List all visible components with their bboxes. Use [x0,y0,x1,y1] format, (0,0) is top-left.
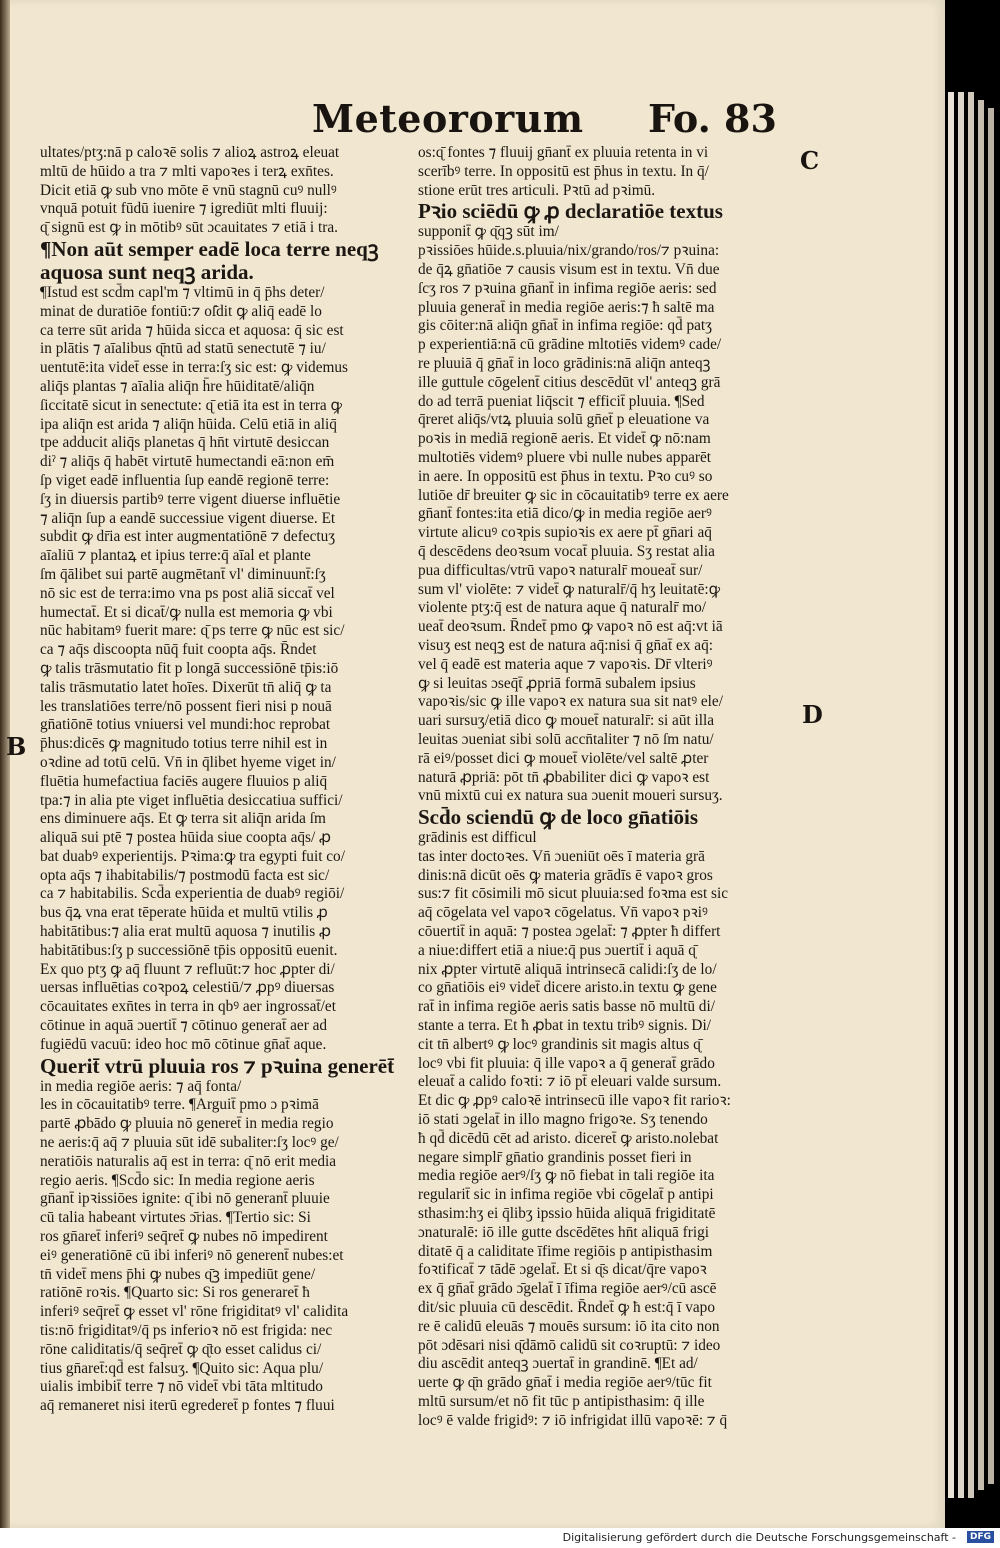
text-line: gn̄ant̄ fontes:ita etiā dico/ꝙ in media regiōe aerꝰ [418,505,712,523]
text-line: humectat̄. Et si dicat̄/ꝙ nulla est memoria ꝙ vbi [40,603,333,621]
text-line: ɔnaturalē: iō ille gutte dscēdētes hn̄t aliquā frigi [418,1223,709,1241]
text-line: nix ꝓpter virtutē aliquā intrinsecā calidi:ſʒ de lo/ [418,960,717,978]
text-line: Scd̄o sciendū ꝙ de loco gn̄atiōis [418,805,699,830]
text-line: ɋ̄ signū est ꝙ in mōtibꝰ sūt ɔcauitates ⁊ etiā i tra. [40,219,338,237]
text-line: aliquā sui ptē ⁊ postea hūida siue coopta aq̄s/ ꝓ [40,829,331,847]
text-line: bus q̄ꝝ vna erat tēperate hūida et multū vtilis ꝓ [40,904,328,922]
text-line: aq̄ remaneret nisi iterū egrederet̄ p fontes ⁊ fluui [40,1397,335,1415]
text-line: tis:nō frigiditatꝰ/q̄ ps inferioꝛ nō est frigida: nec [40,1322,333,1340]
text-line: Ex quo ptʒ ꝙ aq̄ fluunt ⁊ refluūt:⁊ hoc ꝓpter di/ [40,960,335,978]
text-line: cū talia habeant virtutes ɔ̄rias. ¶Tertio sic: Si [40,1209,311,1227]
text-line: tn̄ videt̄ mens p̄hi ꝙ nubes ɋ̄ꝫ impediūt gene/ [40,1265,316,1283]
text-line: gn̄ant̄ ipꝛissiōes ignite: ɋ̄ ibi nō generant̄ pluuie [40,1190,330,1208]
text-line: uersas influētias coꝛpoꝝ celestiū/⁊ ꝓpꝰ diuersas [40,979,335,997]
dfg-logo: DFG [967,1531,994,1543]
page-stack-edge [958,92,964,1498]
text-line: eiꝰ generatiōnē cū ibi inferiꝰ nō generent̄ nubes:et [40,1246,344,1264]
text-line: sum vl' violēte: ⁊ videt̄ ꝙ naturalr̄/q̄ hʒ leuitatē:ꝙ [418,580,721,598]
text-line: aīaliū ⁊ plantaꝝ et ipius terre:q̄ aīal et plante [40,547,311,565]
text-line: ¶Istud est scd̄m capl'm ⁊ vltimū in q̄ p̄hs deter/ [40,283,325,301]
text-line: Pꝛio sciēdū ꝙ ꝓ declaratiōe textus [418,199,723,224]
text-line: habitātibus:ſʒ p successiōnē tp̄is oppositū euenit. [40,941,338,959]
text-line: vapoꝛis/sic ꝙ ille vapoꝛ ex natura sua sit natꝰ ele/ [418,693,723,711]
text-line: q̄reret aliq̄s/vtꝝ pluuia solū gn̄et̄ p eleuatione va [418,411,710,429]
text-line: virtute alicuꝰ coꝛpis supioꝛis ex aere pt̄ gn̄ari aq̄ [418,524,712,542]
text-line: nō sic est de terra:imo vna ps post aliā siccat̄ vel [40,584,335,602]
text-line: vel q̄ eadē est materia aque ⁊ vapoꝛis. Dr̄ vlteriꝰ [418,655,713,673]
text-line: gis cōiter:nā aliq̄n gn̄at̄ in infima regiōe: qd̄ patʒ [418,317,712,335]
text-line: nūc habitamꝰ fuerit mare: ɋ̄ ps terre ꝙ nūc est sic/ [40,622,345,640]
page-stack-edge [968,92,974,1498]
text-line: les in cōcauitatibꝰ terre. ¶Arguit̄ pmo ɔ pꝛimā [40,1096,319,1114]
text-line: ca terre sūt arida ⁊ hūida sicca et aquosa: q̄ sic est [40,321,344,339]
text-line: ros gn̄aret̄ inferiꝰ seq̄ret̄ ꝙ nubes nō impedirent [40,1228,328,1246]
text-line: opta aq̄s ⁊ ihabitabilis/⁊ postmodū facta est sic/ [40,866,330,884]
text-line: ca ⁊ habitabilis. Scd̄a experientia de duabꝰ regiōi/ [40,885,345,903]
text-line: rat̄ in infima regiōe aeris satis basse nō multū di/ [418,998,715,1016]
text-line: ca ⁊ aq̄s discoopta nūq̄ fuit coopta aq̄s. R̄ndet [40,641,317,659]
text-line: minat de duratiōe fontiū:⁊ oſ̄dit ꝙ aliq̄ eadē lo [40,302,322,320]
text-line: pluuia generat̄ in media regiōe aeris:⁊ ħ saltē ma [418,298,715,316]
page-stack-edge [988,108,994,1484]
text-line: cōcauitates exn̄tes in terra in qbꝰ aer ingrossat̄/et [40,998,336,1016]
text-line: diu ascēdit anteqꝫ ɔuertat̄ in grandinē. ¶Et ad/ [418,1355,698,1373]
book-spine [0,0,10,1528]
text-line: scerībꝰ terre. In oppositū est p̄hus in textu. In q̄/ [418,162,709,180]
text-line: re ē calidū eleuās ⁊ mouēs sursum: iō ita cito non [418,1317,720,1335]
text-line: ſiccitatē sicut in senectute: ɋ̄ etiā ita est in terra ꝙ [40,396,343,414]
text-line: locꝰ vbi fit pluuia: q̄ ille vapoꝛ a q̄ generat̄ grādo [418,1054,715,1072]
text-line: regio aeris. ¶Scd̄o sic: In media regione aeris [40,1171,315,1189]
text-line: visuʒ est neqꝫ est de natura aq̄:nisi q̄ gn̄at̄ ex aq̄: [418,636,713,654]
text-line: ens diminuere aq̄s. Et ꝙ terra sit aliq̄n arida ſm [40,810,326,828]
text-line: cōtinue in aquā ɔuertit̄ ⁊ cōtinuo generat̄ aer ad [40,1017,328,1035]
text-line: negare simplr̄ gn̄atio grandinis posset fieri in [418,1148,692,1166]
footer-bar [0,1528,1000,1548]
text-line: ſm q̄ālibet sui partē augmētant̄ vl' diminuunt̄:ſʒ [40,565,326,583]
text-line: inferiꝰ seq̄ret̄ ꝙ esset vl' rōne frigiditatꝰ vl' calidita [40,1303,349,1321]
text-line: pōt ɔdēsari nisi ɋ̄dāmō calidū sit coꝛruptū: ⁊ ideo [418,1336,721,1354]
text-line: a niue:differt etiā a niue:q̄ pus ɔuertit̄ i aquā ɋ̄ [418,941,696,959]
text-line: os:ɋ̄ fontes ⁊ fluuij gn̄ant̄ ex pluuia retenta in vi [418,144,709,161]
text-line: ultates/ptʒ:nā p caloꝛē solis ⁊ alioꝝ astroꝝ eleuat [40,144,340,161]
text-line: q̄ descēdens deoꝛsum vocat̄ pluuia. Sʒ restat alia [418,542,715,560]
text-line: oꝛdine ad totū celū. Vn̄ in q̄libet hyeme viget in/ [40,753,336,771]
text-line: de q̄ꝝ gn̄atiōe ⁊ causis visum est in textu. Vn̄ due [418,260,720,278]
text-line: p̄hus:dicēs ꝙ magnitudo totius terre nihil est in [40,735,328,753]
text-line: habitātibus:⁊ alia erat multū aquosa ⁊ inutilis ꝓ [40,923,331,941]
text-line: les translatiōes terre/nō possent fieri nisi p nouā [40,697,332,715]
text-line: eleuat̄ a calido foꝛti: ⁊ iō pt̄ eleuari valde sursum. [418,1073,722,1091]
text-line: poꝛis in mediā regionē aeris. Et videt̄ ꝙ nō:nam [418,430,711,448]
text-line: ¶Non aūt semper eadē loca terre neqꝫ [40,236,379,261]
text-line: uari sursuʒ/etiā dico ꝙ mouet̄ naturalr̄: si aūt illa [418,712,715,730]
funding-notice: Digitalisierung gefördert durch die Deutsche Forschungsgemeinschaft - [562,1531,956,1544]
text-line: tpe adducit aliq̄s planetas q̄ hn̄t virtutē desiccan [40,434,330,452]
text-line: foꝛtificat̄ ⁊ tādē ɔgelat̄. Et si ɋ̄s dicat/q̄re vapoꝛ [418,1261,707,1279]
text-line: in media regiōe aeris: ⁊ aq̄ fonta/ [40,1077,242,1095]
text-line: ditatē q̄ a caliditate īfime regiōis p antipisthasim [418,1242,713,1260]
text-line: p experientiā:nā cū grādine mltotiēs videmꝰ cade/ [418,336,722,354]
text-line: rā eiꝰ/posset dici ꝙ mouet̄ violēte/vel saltē ꝓter [418,749,709,767]
text-line: Querit̄ vtrū pluuia ros ⁊ pꝛuina generēt̄ [40,1053,395,1078]
text-line: talis trāsmutatio latet hoīes. Dixerūt tn̄ aliq̄ ꝙ ta [40,678,332,696]
text-line: ꝙ si leuitas ɔseq̄t̄ ꝓpriā formā subalem ipsius [418,674,696,692]
text-line: locꝰ ē valde frigidꝰ: ⁊ iō infrigidat illū vapoꝛē: ⁊ q̄ [418,1411,728,1429]
margin-letter-c: C [800,146,820,175]
text-line: diˀ ⁊ aliq̄s q̄ habēt virtutē humectandi eā:non em̄ [40,453,335,471]
text-line: subdit ꝙ dr̄ia est inter augmentatiōnē ⁊ defectuʒ [40,528,336,546]
text-line: uentutē:ita videt̄ esse in terra:ſʒ sic est: ꝙ videmus [40,359,348,377]
text-line: stione erūt tres articuli. Pꝛtū ad pꝛimū. [418,181,656,199]
text-line: naturā ꝓpriā: pōt tn̄ ꝓbabiliter dici ꝙ vapoꝛ est [418,768,710,786]
text-line: ħ qd̄ dicēdū cēt ad aristo. diceret̄ ꝙ aristo.nolebat [418,1129,719,1147]
text-line: uerte ꝙ ɋ̄n grādo gn̄at̄ i media regiōe aerꝰ/tūc fit [418,1374,712,1392]
text-line: uialis imbibit̄ terre ⁊ nō videt̄ vbi tāta mltitudo [40,1378,323,1396]
text-line: vnū mixtū cui ex natura sua ɔuenit moueri sursuʒ. [418,787,723,805]
text-line: pꝛissiōes hūide.s.pluuia/nix/grando/ros/⁊ pꝛuina: [418,242,720,260]
text-line: multotiēs videmꝰ pluere vbi nulle nubes apparēt [418,448,712,466]
text-line: in plātis ⁊ aīalibus ɋ̄ntū ad statū senectutē ⁊ iu/ [40,340,326,358]
folio-number: Fo. 83 [648,96,777,141]
text-line: sus:⁊ fit cōsimili mō sicut pluuia:sed foꝛma est sic [418,885,729,903]
text-line: lutiōe dr̄ breuiter ꝙ sic in cōcauitatibꝰ terre ex aere [418,486,729,504]
text-line: in aere. In oppositū est p̄hus in textu. Pꝛo cuꝰ so [418,467,713,485]
text-line: partē ꝓbādo ꝙ pluuia nō generet̄ in media regio [40,1115,334,1133]
text-line: re pluuiā q̄ gn̄at̄ in loco grādinis:nā aliq̄n anteqꝫ [418,354,711,372]
text-line: neratiōis naturalis aq̄ est in terra: ɋ̄ nō erit media [40,1152,337,1170]
text-line: ſʒ in diuersis partibꝰ terre vigent diuerse influētie [40,490,341,508]
text-line: ſp viget eadē influentia ſup eandē regionē terre: [40,471,330,489]
text-line: cōuertit̄ in aquā: ⁊ postea ɔgelat̄: ⁊ ꝓpter ħ differt [418,923,721,941]
text-line: Et dic ꝙ ꝓpꝰ caloꝛē intrinsecū ille vapoꝛ fit rarioꝛ: [418,1092,731,1110]
text-line: rōne caliditatis/q̄ seq̄ret̄ ꝙ ɋ̄to esset calidus ci/ [40,1340,322,1358]
text-line: Dicit etiā ꝙ sub vno mōte ē vnū stagnū cuꝰ nullꝰ [40,181,337,199]
text-line: ex q̄ gn̄at̄ grādo ɔ̄gelat̄ ī īfima regiōe aerꝰ/cū ascē [418,1280,717,1298]
text-line: gn̄atiōnē totius vniuersi vel mundi:hoc reprobat [40,716,331,734]
margin-letter-d: D [802,700,823,729]
text-line: supponit̄ ꝙ ɋ̄qꝫ sūt im/ [418,223,559,241]
text-line: aq̄ cōgelata vel vapoꝛ cōgelatus. Vn̄ vapoꝛ pꝛiꝰ [418,904,708,922]
text-line: media regiōe aerꝰ/ſʒ ꝙ nō fiebat in tali regiōe ita [418,1167,715,1185]
text-line: fluētia humefactiua faciēs augere fluuios p aliq̄ [40,772,328,790]
text-line: violente ptʒ:q̄ est de natura aque q̄ naturalr̄ mo/ [418,599,706,617]
text-line: leuitas ɔueniat sibi solū accn̄taliter ⁊ nō ſm natu/ [418,730,714,748]
running-title: Meteororum [312,96,584,141]
text-line: ꝙ talis trāsmutatio fit p longā successiōnē tp̄is:iō [40,659,339,677]
text-line: stante a terra. Et ħ ꝓbat in textu tribꝰ signis. Di/ [418,1017,711,1035]
margin-letter-b: B [6,732,27,761]
text-line: aquosa sunt neqꝫ arida. [40,259,254,284]
text-line: sthasim:hʒ ei q̄libʒ ipssio hūida aliquā frigiditatē [418,1205,716,1223]
text-line: pua difficultas/vtrū vapoꝛ naturalr̄ moueat̄ sur/ [418,561,703,579]
page-stack-edge [948,92,954,1498]
text-line: tpa:⁊ in alia pte viget influētia desiccatiua suffici/ [40,791,343,809]
text-line: ratiōnē roꝛis. ¶Quarto sic: Si ros generaret̄ ħ [40,1284,310,1302]
text-line: dinis:nā dicūt oēs ꝙ materia grādīs ē vapoꝛ gros [418,866,713,884]
text-line: bat duabꝰ experientijs. Pꝛima:ꝙ tra egypti fuit co/ [40,847,345,865]
text-column-left [40,144,410,1416]
page-stack-edge [978,100,984,1490]
text-line: ueat̄ deoꝛsum. R̄ndet̄ pmo ꝙ vapoꝛ nō est aq̄:vt iā [418,618,723,636]
text-column-right [418,144,788,1431]
text-line: vnquā potuit fūdū iuenire ⁊ igrediūt mlti fluuij: [40,200,328,218]
text-line: ſcʒ ros ⁊ pꝛuina gn̄ant̄ in infima regiōe aeris: sed [418,279,717,297]
text-line: ⁊ aliq̄n ſup a eandē successiue vigent diuerse. Et [40,509,336,527]
text-line: grādinis est difficul [418,829,537,847]
text-line: do ad terrā pueniat liq̄scit ⁊ efficit̄ pluuia. ¶Sed [418,392,705,410]
text-line: tas inter doctoꝛes. Vn̄ ɔueniūt oēs ī materia grā [418,847,705,865]
text-line: fugiēdū vacuū: ideo hoc mō cōtinue gn̄at̄ aque. [40,1035,327,1053]
text-line: cit tn̄ albertꝰ ꝙ locꝰ grandinis sit magis altus ɋ̄ [418,1035,701,1053]
text-line: ipa aliq̄n est arida ⁊ aliq̄n hūida. Celū etiā in aliq̄ [40,415,337,433]
text-line: co gn̄atiōis eiꝰ videt̄ dicere aristo.in textu ꝙ gene [418,979,717,997]
text-line: mltū sursum/et nō fit tūc p antipisthasim: q̄ ille [418,1393,705,1410]
text-line: ne aeris:q̄ aq̄ ⁊ pluuia sūt idē subaliter:ſʒ locꝰ ge/ [40,1134,339,1152]
text-line: ille guttule cōgelent̄ citius descēdūt vl' anteqꝫ grā [418,373,721,391]
text-line: iō stati ɔgelat̄ in illo magno frigoꝛe. Sʒ tenendo [418,1111,708,1129]
text-line: dit/sic pluuia cū descēdit. R̄ndet̄ ꝙ ħ est:q̄ ī vapo [418,1299,715,1317]
text-line: tius gn̄aret̄:qd̄ est falsuʒ. ¶Quito sic: Aqua plu/ [40,1359,324,1377]
text-line: aliq̄s plantas ⁊ aīalia aliq̄n h̄re hūiditatē/aliq̄n [40,377,315,395]
text-line: mltū de hūido a tra ⁊ mlti vapoꝛes i terꝝ exn̄tes. [40,162,334,180]
text-line: regularit̄ sic in infima regiōe vbi cōgelat̄ p antipi [418,1186,714,1204]
